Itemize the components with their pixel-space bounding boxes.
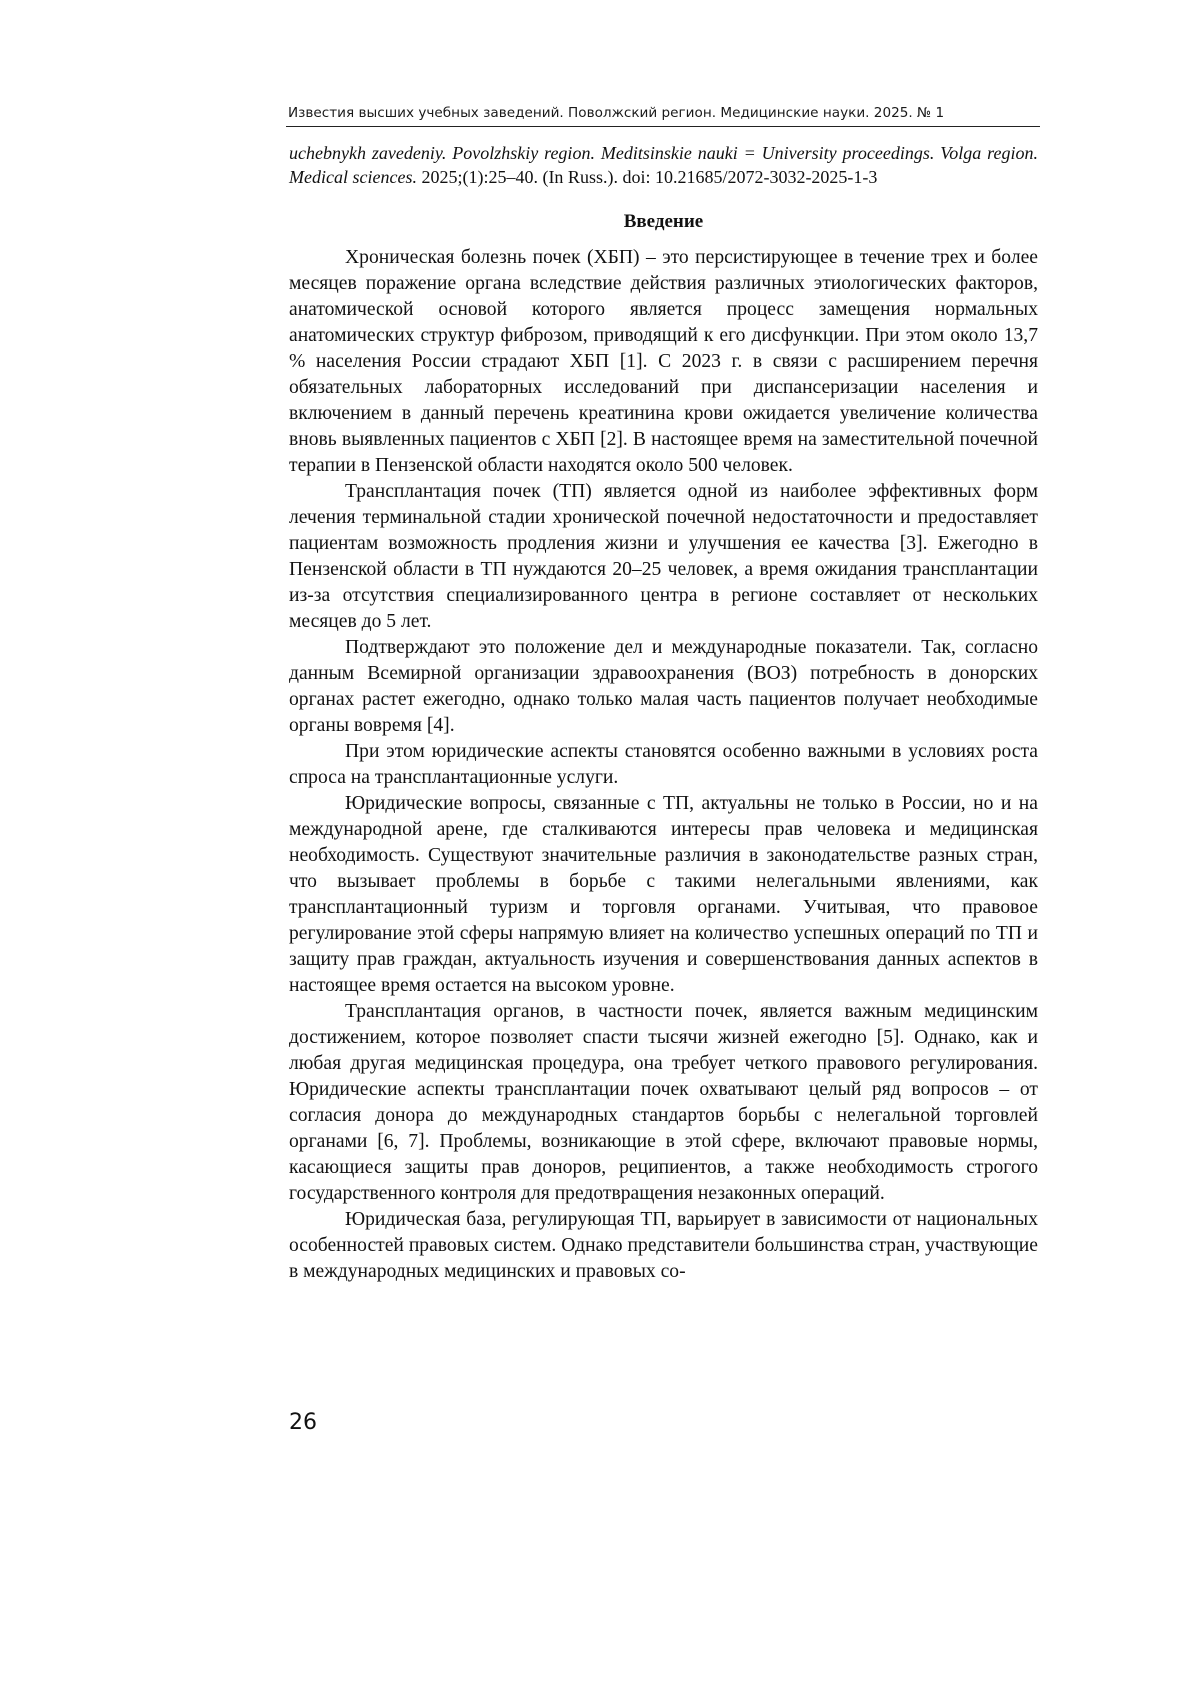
citation-journal-italic: uchebnykh zavedeniy. Povolzhskiy region. Meditsinskie nauki = University proceedings. Volga region. Medical sciences. (289, 143, 1038, 187)
paragraph-1: Хроническая болезнь почек (ХБП) – это персистирующее в течение трех и более месяцев поражение органа вследствие действия различных этиологических факторов, анатомической основой которого является процесс замещения нормальных анатомических структур фиброзом, приводящий к его дисфункции. При этом около 13,7 % населения России страдают ХБП [1]. С 2023 г. в связи с расширением перечня обязательных лабораторных исследований при диспансеризации населения и включением в данный перечень креатинина крови ожидается увеличение количества вновь выявленных пациентов с ХБП [2]. В настоящее время на заместительной почечной терапии в Пензенской области находятся около 500 человек. (289, 247, 1038, 476)
paragraph-5: Юридические вопросы, связанные с ТП, актуальны не только в России, но и на международной арене, где сталкиваются интересы прав человека и медицинская необходимость. Существуют значительные различия в законодательстве разных стран, что вызывает проблемы в борьбе с такими нелегальными явлениями, как трансплантационный туризм и торговля органами. Учитывая, что правовое регулирование этой сферы напрямую влияет на количество успешных операций по ТП и защиту прав граждан, актуальность изучения и совершенствования данных аспектов в настоящее время остается на высоком уровне. (289, 793, 1038, 996)
citation-details: 2025;(1):25–40. (In Russ.). doi: 10.21685/2072-3032-2025-1-3 (416, 167, 878, 187)
citation (289, 141, 1038, 189)
paragraph-2: Трансплантация почек (ТП) является одной из наиболее эффективных форм лечения терминальной стадии хронической почечной недостаточности и предоставляет пациентам возможность продления жизни и улучшения ее качества [3]. Ежегодно в Пензенской области в ТП нуждаются 20–25 человек, а время ожидания трансплантации из-за отсутствия специализированного центра в регионе составляет от нескольких месяцев до 5 лет. (289, 481, 1038, 632)
running-header: Известия высших учебных заведений. Поволжский регион. Медицинские науки. 2025. № 1 (288, 105, 945, 121)
page-number: 26 (289, 1410, 317, 1435)
section-title: Введение (623, 211, 704, 232)
paragraph-3: Подтверждают это положение дел и международные показатели. Так, согласно данным Всемирной организации здравоохранения (ВОЗ) потребность в донорских органах растет ежегодно, однако только малая часть пациентов получает необходимые органы вовремя [4]. (289, 637, 1038, 736)
page-content (289, 141, 1038, 1285)
header-divider (286, 126, 1040, 127)
paragraph-4: При этом юридические аспекты становятся особенно важными в условиях роста спроса на трансплантационные услуги. (289, 741, 1038, 788)
paragraph-6: Трансплантация органов, в частности почек, является важным медицинским достижением, которое позволяет спасти тысячи жизней ежегодно [5]. Однако, как и любая другая медицинская процедура, она требует четкого правового регулирования. Юридические аспекты трансплантации почек охватывают целый ряд вопросов – от согласия донора до международных стандартов борьбы с нелегальной торговлей органами [6, 7]. Проблемы, возникающие в этой сфере, включают правовые нормы, касающиеся защиты прав доноров, реципиентов, а также необходимость строгого государственного контроля для предотвращения незаконных операций. (289, 1001, 1038, 1204)
paragraph-7: Юридическая база, регулирующая ТП, варьирует в зависимости от национальных особенностей правовых систем. Однако представители большинства стран, участвующие в международных медицинских и правовых со- (289, 1209, 1038, 1282)
